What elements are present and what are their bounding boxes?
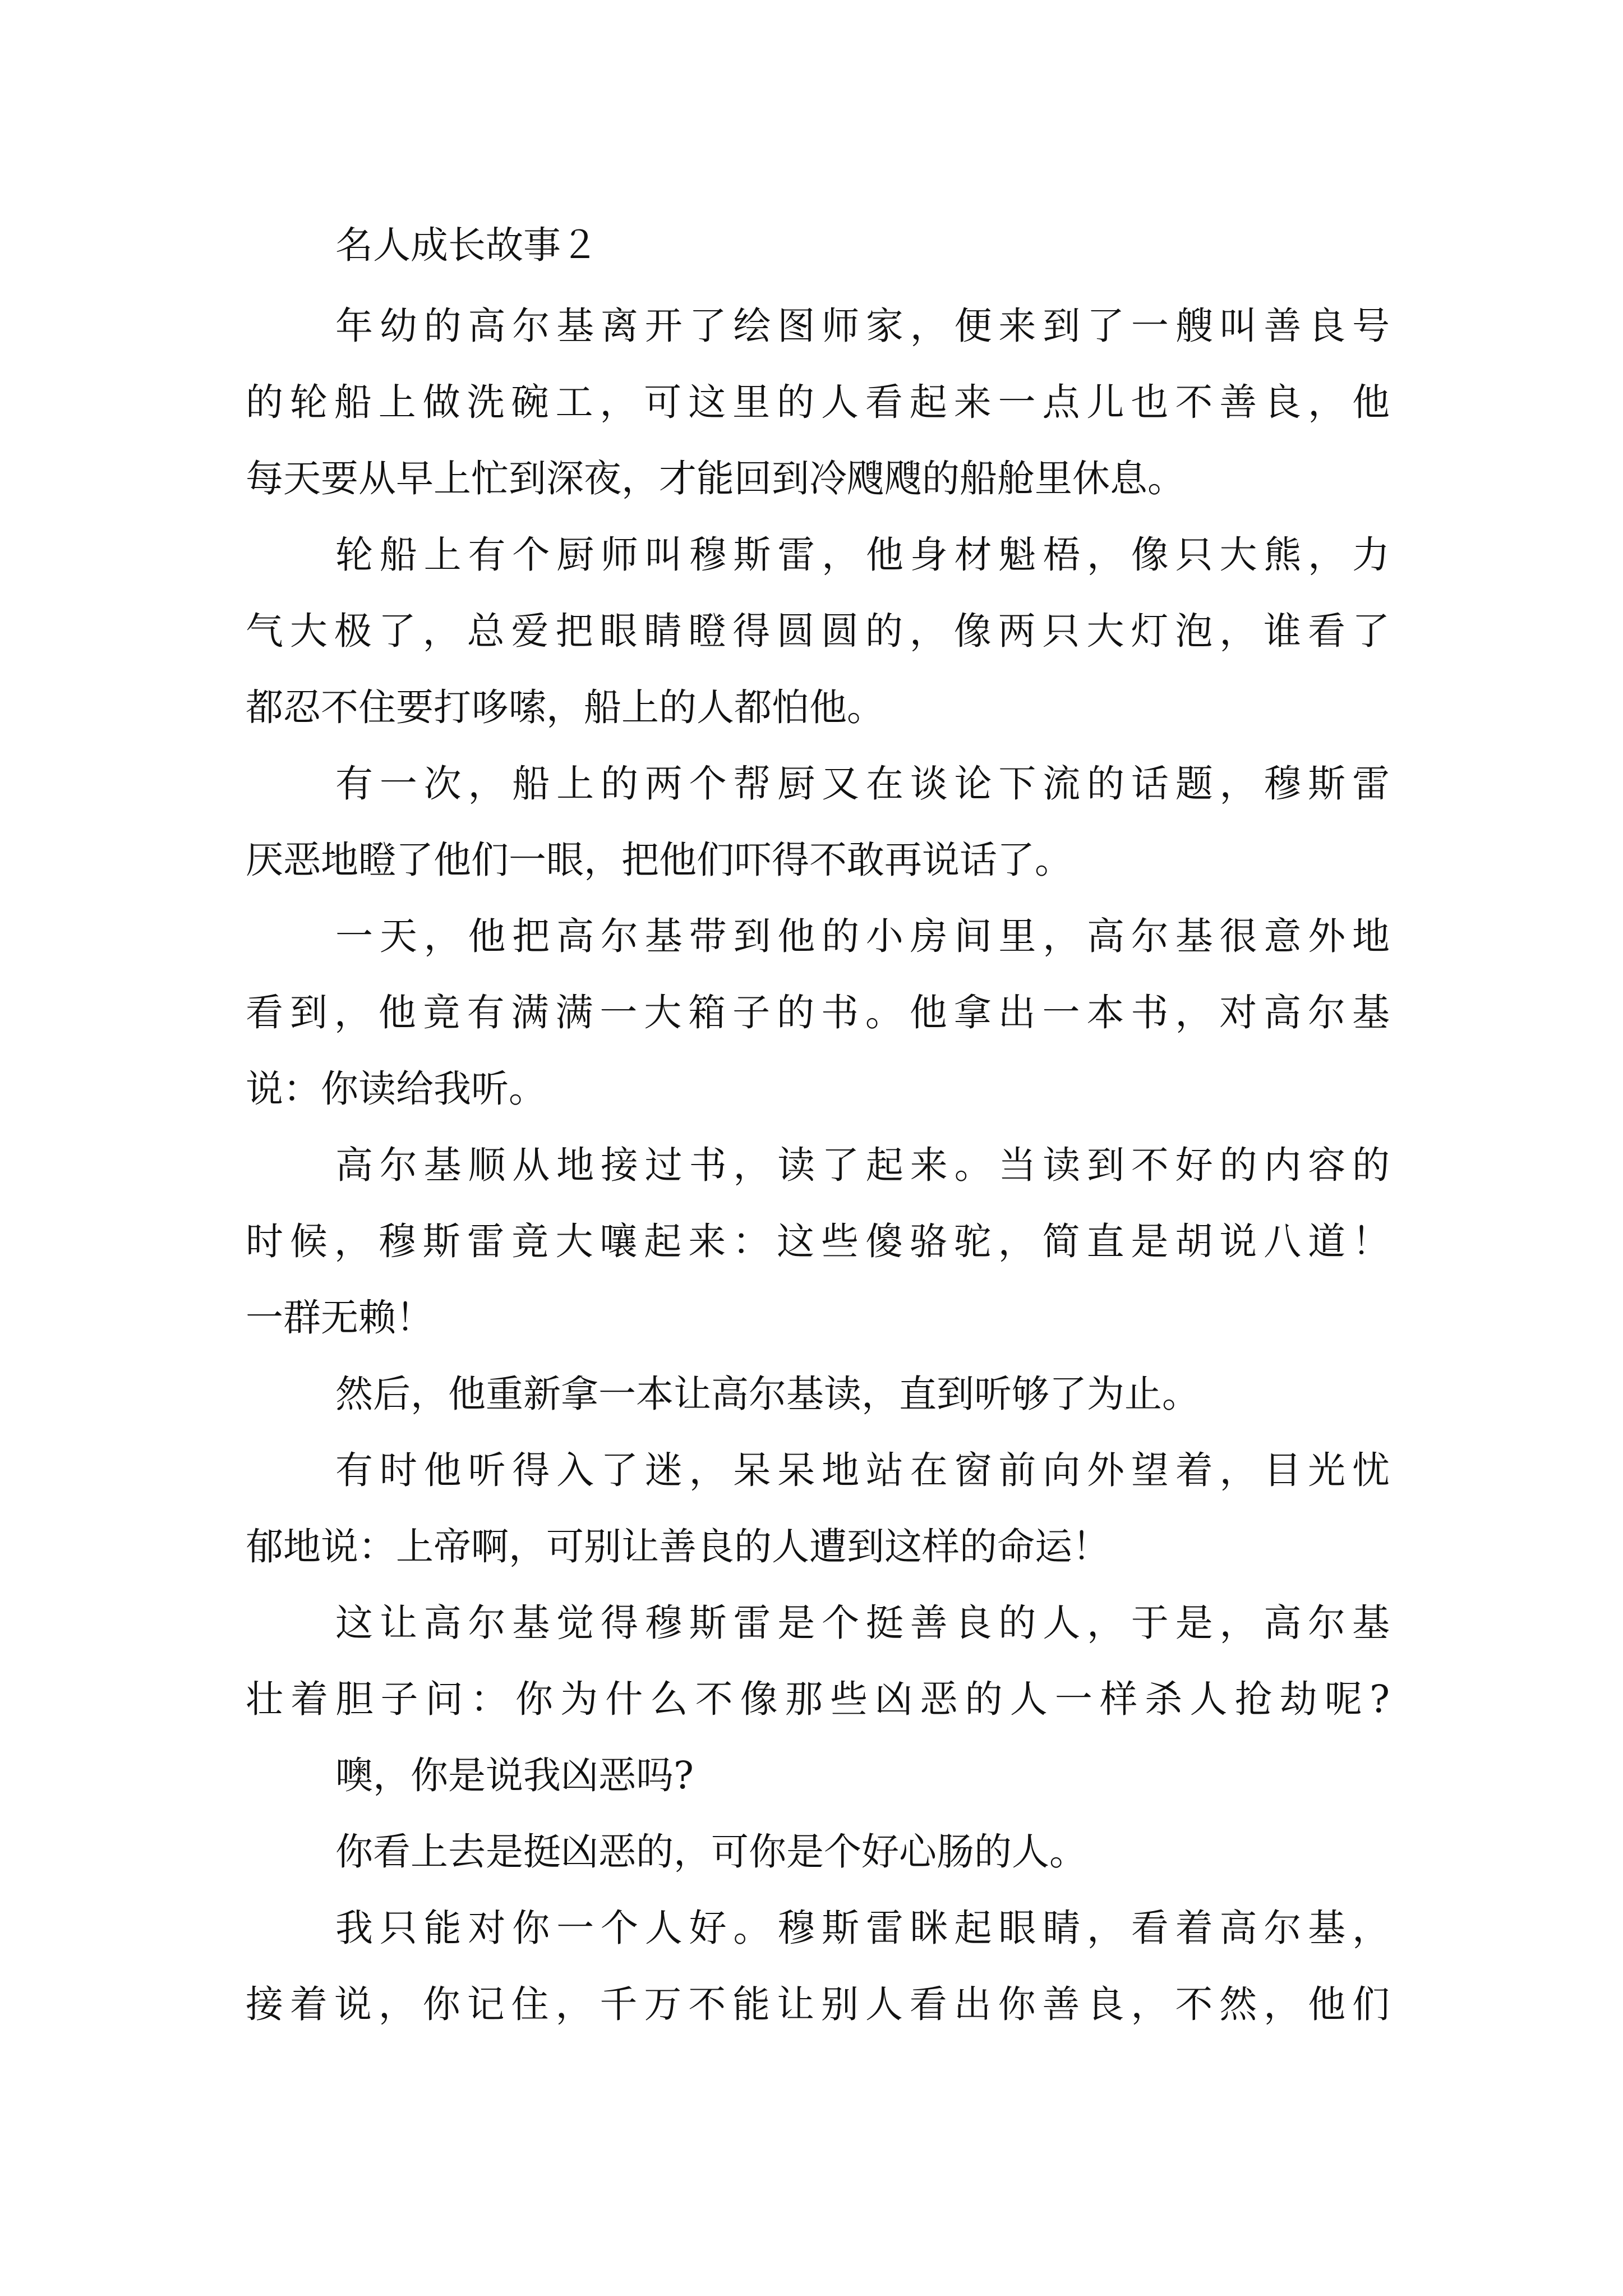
paragraph-line: 看到，他竟有满满一大箱子的书。他拿出一本书，对高尔基 [246, 991, 1390, 1034]
paragraph-line: 气大极了，总爱把眼睛瞪得圆圆的，像两只大灯泡，谁看了 [246, 609, 1390, 653]
paragraph-line: 我只能对你一个人好。穆斯雷眯起眼睛，看着高尔基， [335, 1906, 1390, 1950]
paragraph-line: 每天要从早上忙到深夜，才能回到冷飕飕的船舱里休息。 [246, 457, 1185, 500]
paragraph-line: 一群无赖！ [246, 1296, 434, 1340]
paragraph-line: 都忍不住要打哆嗦，船上的人都怕他。 [246, 685, 884, 729]
paragraph-line: 噢，你是说我凶恶吗? [335, 1754, 694, 1797]
paragraph-line: 高尔基顺从地接过书，读了起来。当读到不好的内容的 [335, 1143, 1390, 1187]
paragraph-line: 年幼的高尔基离开了绘图师家，便来到了一艘叫善良号 [335, 304, 1390, 348]
paragraph-line: 说：你读给我听。 [246, 1067, 546, 1111]
paragraph-line: 时候，穆斯雷竟大嚷起来：这些傻骆驼，简直是胡说八道！ [246, 1220, 1390, 1263]
paragraph-line: 有时他听得入了迷，呆呆地站在窗前向外望着，目光忧 [335, 1448, 1390, 1492]
paragraph-line: 有一次，船上的两个帮厨又在谈论下流的话题，穆斯雷 [335, 762, 1390, 806]
paragraph-line: 壮着胆子问：你为什么不像那些凶恶的人一样杀人抢劫呢? [246, 1677, 1390, 1721]
paragraph-line: 厌恶地瞪了他们一眼，把他们吓得不敢再说话了。 [246, 838, 1072, 882]
paragraph-line: 一天，他把高尔基带到他的小房间里，高尔基很意外地 [335, 914, 1390, 958]
paragraph-line: 的轮船上做洗碗工，可这里的人看起来一点儿也不善良，他 [246, 380, 1390, 424]
paragraph-line: 然后，他重新拿一本让高尔基读，直到听够了为止。 [335, 1372, 1200, 1416]
document-title: 名人成长故事２ [335, 223, 598, 267]
paragraph-line: 接着说，你记住，千万不能让别人看出你善良，不然，他们 [246, 1982, 1390, 2026]
paragraph-line: 郁地说：上帝啊，可别让善良的人遭到这样的命运！ [246, 1525, 1110, 1568]
paragraph-line: 轮船上有个厨师叫穆斯雷，他身材魁梧，像只大熊，力 [335, 533, 1390, 577]
paragraph-line: 你看上去是挺凶恶的，可你是个好心肠的人。 [335, 1830, 1087, 1874]
paragraph-line: 这让高尔基觉得穆斯雷是个挺善良的人，于是，高尔基 [335, 1601, 1390, 1645]
